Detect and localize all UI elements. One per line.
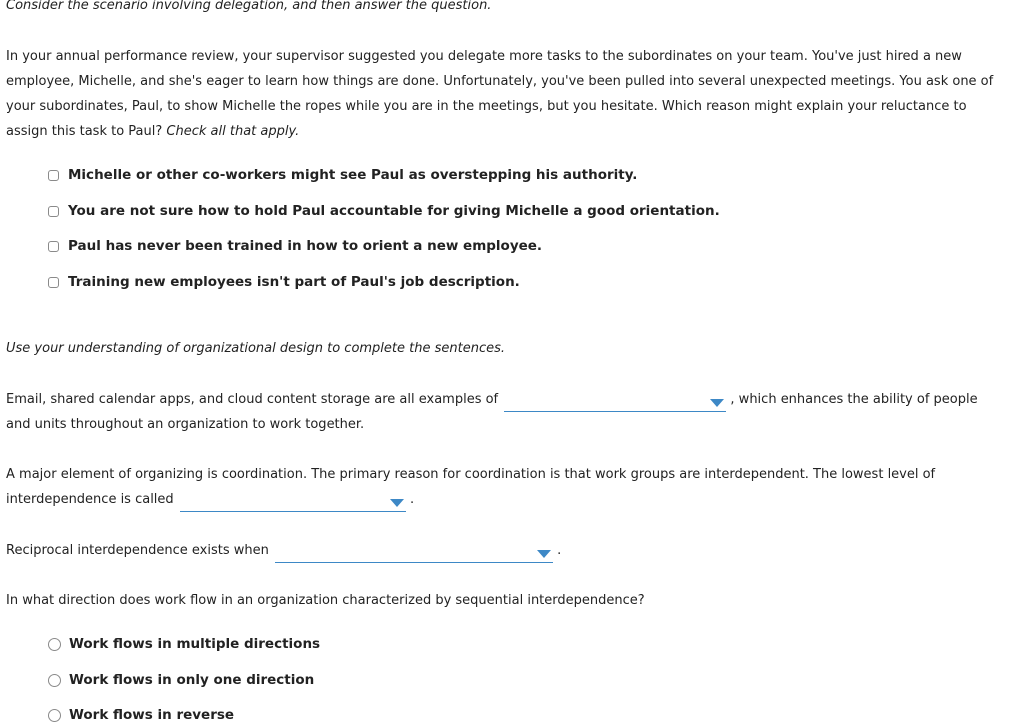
sentence-3-after: . bbox=[557, 543, 562, 558]
checkbox[interactable] bbox=[48, 241, 59, 252]
checkbox[interactable] bbox=[48, 170, 59, 181]
checkbox-label: Paul has never been trained in how to orient a new employee. bbox=[68, 238, 543, 254]
radio-label: Work flows in only one direction bbox=[69, 672, 315, 688]
intro-instruction: Consider the scenario involving delegation, and then answer the question. bbox=[6, 0, 492, 13]
checkbox-option-1[interactable] bbox=[48, 165, 637, 185]
scenario-instruction: Check all that apply. bbox=[166, 124, 300, 139]
sentence-1-after: , which enhances the ability of people bbox=[730, 392, 978, 407]
sentence-2-after: . bbox=[409, 492, 415, 507]
dropdown-caret-icon bbox=[710, 399, 724, 407]
radio-option-2[interactable] bbox=[48, 670, 314, 690]
question-2-text: In what direction does work flow in an organization characterized by sequential interdependence? bbox=[6, 593, 645, 608]
radio-button[interactable] bbox=[48, 709, 61, 722]
checkbox-option-4[interactable] bbox=[48, 272, 520, 292]
section2-instruction: Use your understanding of organizational design to complete the sentences. bbox=[6, 341, 506, 356]
sentence-3-before: Reciprocal interdependence exists when bbox=[6, 543, 269, 558]
checkbox-option-3[interactable] bbox=[48, 236, 542, 256]
checkbox[interactable] bbox=[48, 206, 59, 217]
radio-button[interactable] bbox=[48, 638, 61, 651]
sentence-2-dropdown[interactable] bbox=[180, 493, 406, 512]
checkbox-label: Michelle or other co-workers might see Paul as overstepping his authority. bbox=[68, 167, 638, 183]
radio-button[interactable] bbox=[48, 674, 61, 687]
sentence-3 bbox=[6, 538, 1006, 563]
sentence-1-dropdown[interactable] bbox=[504, 393, 726, 412]
sentence-1 bbox=[6, 387, 1006, 437]
radio-option-3[interactable] bbox=[48, 705, 234, 725]
sentence-2 bbox=[6, 462, 1006, 512]
checkbox-option-2[interactable] bbox=[48, 201, 720, 221]
sentence-1-line2: and units throughout an organization to work together. bbox=[6, 417, 365, 432]
radio-label: Work flows in reverse bbox=[69, 707, 235, 723]
scenario-text: In your annual performance review, your supervisor suggested you delegate more tasks to the subordinates on your team. You've just hired a new employee, Michelle, and she's eager to learn how things are done. Unfortunately, you've been pulled into several unexpected meetings. You ask one of your subordinates, Paul, to show Michelle the ropes while you are in the meetings, but you hesitate. Which reason might explain your reluctance to assign this task to Paul? bbox=[6, 49, 994, 139]
sentence-3-dropdown[interactable] bbox=[275, 544, 553, 563]
dropdown-caret-icon bbox=[390, 499, 404, 507]
radio-option-1[interactable] bbox=[48, 634, 320, 654]
scenario-paragraph bbox=[6, 44, 1006, 144]
checkbox-label: Training new employees isn't part of Paul's job description. bbox=[68, 274, 520, 290]
sentence-1-before: Email, shared calendar apps, and cloud content storage are all examples of bbox=[6, 392, 499, 407]
checkbox-label: You are not sure how to hold Paul accountable for giving Michelle a good orientation. bbox=[68, 203, 720, 219]
radio-label: Work flows in multiple directions bbox=[69, 636, 321, 652]
sentence-2-before: interdependence is called bbox=[6, 492, 174, 507]
checkbox[interactable] bbox=[48, 277, 59, 288]
sentence-2-line1: A major element of organizing is coordination. The primary reason for coordination is that work groups are interdependent. The lowest level of bbox=[6, 467, 936, 482]
dropdown-caret-icon bbox=[537, 550, 551, 558]
